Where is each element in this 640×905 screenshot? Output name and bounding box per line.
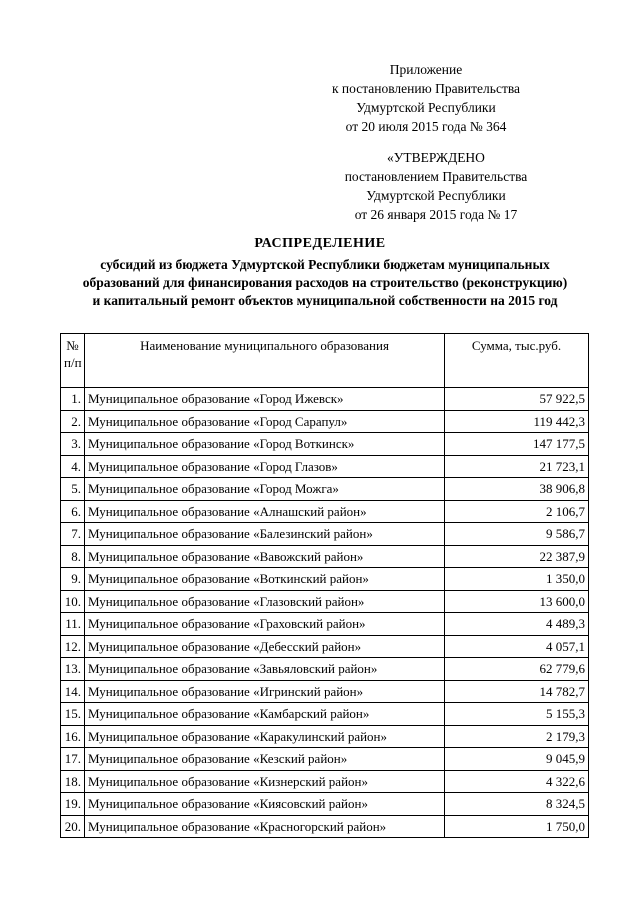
row-number: 17. [61,748,85,771]
table-row [61,478,589,501]
row-municipality-name: Муниципальное образование «Красногорский район» [85,815,445,838]
row-municipality-name: Муниципальное образование «Город Воткинск» [85,433,445,456]
subtitle-line-2: образований для финансирования расходов на строительство (реконструкцию) [82,275,568,290]
distribution-table [60,333,589,838]
row-municipality-name: Муниципальное образование «Киясовский район» [85,793,445,816]
header-sum: Сумма, тыс.руб. [445,334,589,388]
appendix-line-4: от 20 июля 2015 года № 364 [345,119,507,134]
approved-line-3: Удмуртской Республики [366,188,506,203]
table-row [61,568,589,591]
row-municipality-name: Муниципальное образование «Каракулинский район» [85,725,445,748]
table-row [61,410,589,433]
table-row [61,500,589,523]
table-row [61,658,589,681]
row-number: 8. [61,545,85,568]
row-number: 15. [61,703,85,726]
appendix-line-3: Удмуртской Республики [356,100,496,115]
row-sum: 1 750,0 [445,815,589,838]
row-sum: 38 906,8 [445,478,589,501]
table-row [61,748,589,771]
row-sum: 9 586,7 [445,523,589,546]
row-number: 4. [61,455,85,478]
row-sum: 8 324,5 [445,793,589,816]
table-row [61,793,589,816]
table-row [61,770,589,793]
appendix-block [296,60,556,136]
table-row [61,815,589,838]
table-row [61,635,589,658]
row-municipality-name: Муниципальное образование «Балезинский район» [85,523,445,546]
row-municipality-name: Муниципальное образование «Игринский район» [85,680,445,703]
row-sum: 14 782,7 [445,680,589,703]
table-row [61,388,589,411]
row-number: 11. [61,613,85,636]
row-number: 7. [61,523,85,546]
appendix-line-2: к постановлению Правительства [331,81,521,96]
row-sum: 57 922,5 [445,388,589,411]
row-municipality-name: Муниципальное образование «Вавожский район» [85,545,445,568]
row-number: 5. [61,478,85,501]
table-row [61,725,589,748]
row-number: 6. [61,500,85,523]
header-number [61,334,85,388]
row-municipality-name: Муниципальное образование «Глазовский район» [85,590,445,613]
row-number: 12. [61,635,85,658]
document-title: РАСПРЕДЕЛЕНИЕ [254,236,386,251]
document-subtitle [70,256,580,310]
row-number: 9. [61,568,85,591]
row-municipality-name: Муниципальное образование «Дебесский район» [85,635,445,658]
approved-block [316,148,556,224]
row-number: 3. [61,433,85,456]
table-row [61,523,589,546]
row-municipality-name: Муниципальное образование «Кизнерский район» [85,770,445,793]
row-sum: 2 179,3 [445,725,589,748]
row-sum: 22 387,9 [445,545,589,568]
row-number: 19. [61,793,85,816]
subtitle-line-3: и капитальный ремонт объектов муниципальной собственности на 2015 год [92,293,558,308]
row-number: 10. [61,590,85,613]
row-sum: 4 322,6 [445,770,589,793]
row-sum: 1 350,0 [445,568,589,591]
header-name: Наименование муниципального образования [85,334,445,388]
row-municipality-name: Муниципальное образование «Город Ижевск» [85,388,445,411]
row-number: 14. [61,680,85,703]
row-sum: 5 155,3 [445,703,589,726]
table-row [61,613,589,636]
row-number: 18. [61,770,85,793]
row-municipality-name: Муниципальное образование «Алнашский район» [85,500,445,523]
row-sum: 4 057,1 [445,635,589,658]
row-number: 1. [61,388,85,411]
table-header-row [61,334,589,388]
row-municipality-name: Муниципальное образование «Завьяловский район» [85,658,445,681]
subtitle-line-1: субсидий из бюджета Удмуртской Республики бюджетам муниципальных [100,257,550,272]
row-number: 16. [61,725,85,748]
row-municipality-name: Муниципальное образование «Кезский район» [85,748,445,771]
row-number: 20. [61,815,85,838]
row-number: 13. [61,658,85,681]
table-row [61,455,589,478]
table-row [61,703,589,726]
approved-line-2: постановлением Правительства [344,169,528,184]
row-municipality-name: Муниципальное образование «Город Глазов» [85,455,445,478]
table-row [61,590,589,613]
row-municipality-name: Муниципальное образование «Граховский район» [85,613,445,636]
row-sum: 147 177,5 [445,433,589,456]
row-sum: 9 045,9 [445,748,589,771]
row-municipality-name: Муниципальное образование «Камбарский район» [85,703,445,726]
row-municipality-name: Муниципальное образование «Воткинский район» [85,568,445,591]
row-number: 2. [61,410,85,433]
row-municipality-name: Муниципальное образование «Город Можга» [85,478,445,501]
row-municipality-name: Муниципальное образование «Город Сарапул» [85,410,445,433]
row-sum: 62 779,6 [445,658,589,681]
row-sum: 2 106,7 [445,500,589,523]
appendix-line-1: Приложение [389,62,463,77]
table-body [61,388,589,838]
header-number-line-1: № [66,338,79,353]
row-sum: 4 489,3 [445,613,589,636]
table-row [61,680,589,703]
table-row [61,545,589,568]
row-sum: 119 442,3 [445,410,589,433]
approved-line-1: «УТВЕРЖДЕНО [387,150,485,165]
header-number-line-2: п/п [64,355,82,370]
table-row [61,433,589,456]
row-sum: 13 600,0 [445,590,589,613]
row-sum: 21 723,1 [445,455,589,478]
approved-line-4: от 26 января 2015 года № 17 [354,207,518,222]
